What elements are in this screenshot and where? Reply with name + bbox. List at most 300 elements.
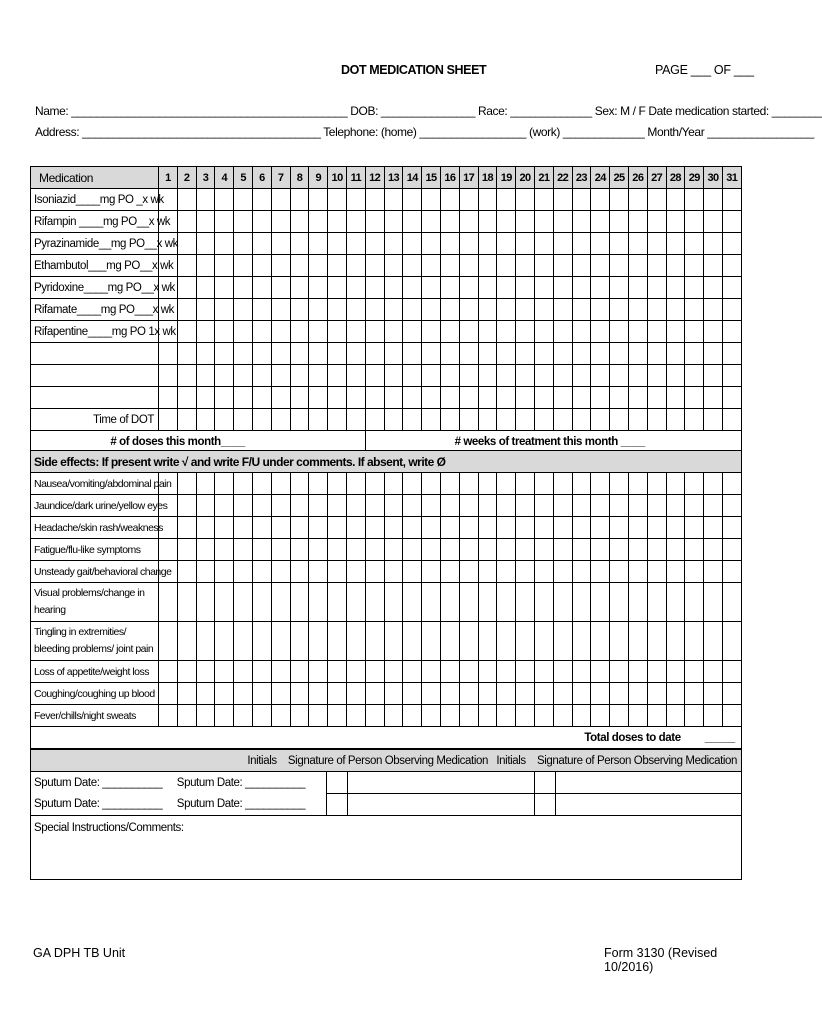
dose-cell[interactable] <box>704 321 723 343</box>
time-cell[interactable] <box>346 409 365 431</box>
dose-cell[interactable] <box>234 365 253 387</box>
side-effect-cell[interactable] <box>553 495 572 517</box>
dose-cell[interactable] <box>666 277 685 299</box>
dose-cell[interactable] <box>553 387 572 409</box>
side-effect-cell[interactable] <box>215 495 234 517</box>
side-effect-cell[interactable] <box>685 683 704 705</box>
dose-cell[interactable] <box>478 277 497 299</box>
dose-cell[interactable] <box>403 387 422 409</box>
side-effect-cell[interactable] <box>309 661 328 683</box>
dose-cell[interactable] <box>234 343 253 365</box>
side-effect-cell[interactable] <box>478 539 497 561</box>
side-effect-cell[interactable] <box>572 705 591 727</box>
dose-cell[interactable] <box>572 255 591 277</box>
dose-cell[interactable] <box>215 321 234 343</box>
side-effect-cell[interactable] <box>365 561 384 583</box>
dose-cell[interactable] <box>572 387 591 409</box>
side-effect-cell[interactable] <box>403 473 422 495</box>
dose-cell[interactable] <box>252 365 271 387</box>
dose-cell[interactable] <box>704 211 723 233</box>
side-effect-cell[interactable] <box>177 473 196 495</box>
side-effect-cell[interactable] <box>440 683 459 705</box>
dose-cell[interactable] <box>722 233 741 255</box>
dose-cell[interactable] <box>516 343 535 365</box>
side-effect-cell[interactable] <box>534 517 553 539</box>
side-effect-cell[interactable] <box>422 622 441 661</box>
dose-cell[interactable] <box>309 343 328 365</box>
side-effect-cell[interactable] <box>685 661 704 683</box>
dose-cell[interactable] <box>328 277 347 299</box>
signature-cell[interactable] <box>556 772 742 794</box>
dose-cell[interactable] <box>384 233 403 255</box>
dose-cell[interactable] <box>177 277 196 299</box>
signature-cell[interactable] <box>348 772 535 794</box>
side-effect-cell[interactable] <box>290 661 309 683</box>
dose-cell[interactable] <box>497 255 516 277</box>
dose-cell[interactable] <box>177 343 196 365</box>
dose-cell[interactable] <box>497 343 516 365</box>
time-cell[interactable] <box>403 409 422 431</box>
side-effect-cell[interactable] <box>309 705 328 727</box>
dose-cell[interactable] <box>309 365 328 387</box>
time-cell[interactable] <box>196 409 215 431</box>
dose-cell[interactable] <box>553 211 572 233</box>
side-effect-cell[interactable] <box>722 622 741 661</box>
side-effect-cell[interactable] <box>384 473 403 495</box>
dose-cell[interactable] <box>440 365 459 387</box>
side-effect-cell[interactable] <box>553 661 572 683</box>
time-cell[interactable] <box>365 409 384 431</box>
side-effect-cell[interactable] <box>704 561 723 583</box>
dose-cell[interactable] <box>647 387 666 409</box>
dose-cell[interactable] <box>704 343 723 365</box>
dose-cell[interactable] <box>628 321 647 343</box>
dose-cell[interactable] <box>252 233 271 255</box>
dose-cell[interactable] <box>553 255 572 277</box>
side-effect-cell[interactable] <box>215 561 234 583</box>
side-effect-cell[interactable] <box>591 561 610 583</box>
dose-cell[interactable] <box>722 343 741 365</box>
side-effect-cell[interactable] <box>459 473 478 495</box>
time-cell[interactable] <box>516 409 535 431</box>
side-effect-cell[interactable] <box>271 583 290 622</box>
patient-info-line-1[interactable]: Name: ____________________________________________ DOB: _______________ Race: _____________ Sex: M / F Date medication started: ________ <box>35 104 822 118</box>
time-cell[interactable] <box>159 409 178 431</box>
side-effect-cell[interactable] <box>177 661 196 683</box>
dose-cell[interactable] <box>290 189 309 211</box>
side-effect-cell[interactable] <box>478 495 497 517</box>
dose-cell[interactable] <box>346 211 365 233</box>
dose-cell[interactable] <box>534 255 553 277</box>
side-effect-cell[interactable] <box>553 517 572 539</box>
side-effect-cell[interactable] <box>647 622 666 661</box>
side-effect-cell[interactable] <box>422 583 441 622</box>
side-effect-cell[interactable] <box>328 495 347 517</box>
time-cell[interactable] <box>422 409 441 431</box>
dose-cell[interactable] <box>271 365 290 387</box>
dose-cell[interactable] <box>309 189 328 211</box>
side-effect-cell[interactable] <box>346 561 365 583</box>
dose-cell[interactable] <box>252 387 271 409</box>
dose-cell[interactable] <box>384 277 403 299</box>
dose-cell[interactable] <box>497 299 516 321</box>
dose-cell[interactable] <box>478 211 497 233</box>
side-effect-cell[interactable] <box>516 683 535 705</box>
side-effect-cell[interactable] <box>647 683 666 705</box>
side-effect-cell[interactable] <box>234 495 253 517</box>
dose-cell[interactable] <box>271 255 290 277</box>
dose-cell[interactable] <box>215 299 234 321</box>
side-effect-cell[interactable] <box>553 705 572 727</box>
dose-cell[interactable] <box>159 365 178 387</box>
dose-cell[interactable] <box>516 211 535 233</box>
weeks-of-treatment-field[interactable]: # weeks of treatment this month ____ <box>365 431 741 453</box>
side-effect-cell[interactable] <box>478 661 497 683</box>
side-effect-cell[interactable] <box>271 622 290 661</box>
side-effect-cell[interactable] <box>685 539 704 561</box>
time-cell[interactable] <box>478 409 497 431</box>
side-effect-cell[interactable] <box>252 539 271 561</box>
dose-cell[interactable] <box>610 321 629 343</box>
time-cell[interactable] <box>685 409 704 431</box>
side-effect-cell[interactable] <box>422 561 441 583</box>
side-effect-cell[interactable] <box>572 583 591 622</box>
initials-cell[interactable] <box>327 794 348 816</box>
dose-cell[interactable] <box>177 299 196 321</box>
side-effect-cell[interactable] <box>346 661 365 683</box>
dose-cell[interactable] <box>516 233 535 255</box>
side-effect-cell[interactable] <box>666 473 685 495</box>
dose-cell[interactable] <box>534 343 553 365</box>
side-effect-cell[interactable] <box>478 583 497 622</box>
side-effect-cell[interactable] <box>422 683 441 705</box>
dose-cell[interactable] <box>384 189 403 211</box>
dose-cell[interactable] <box>534 387 553 409</box>
side-effect-cell[interactable] <box>403 622 422 661</box>
dose-cell[interactable] <box>403 255 422 277</box>
dose-cell[interactable] <box>309 321 328 343</box>
side-effect-cell[interactable] <box>440 495 459 517</box>
dose-cell[interactable] <box>346 365 365 387</box>
dose-cell[interactable] <box>685 255 704 277</box>
side-effect-cell[interactable] <box>572 495 591 517</box>
dose-cell[interactable] <box>365 255 384 277</box>
dose-cell[interactable] <box>572 211 591 233</box>
dose-cell[interactable] <box>628 255 647 277</box>
dose-cell[interactable] <box>516 189 535 211</box>
dose-cell[interactable] <box>553 189 572 211</box>
side-effect-cell[interactable] <box>610 622 629 661</box>
side-effect-cell[interactable] <box>271 661 290 683</box>
side-effect-cell[interactable] <box>459 661 478 683</box>
dose-cell[interactable] <box>497 233 516 255</box>
side-effect-cell[interactable] <box>365 517 384 539</box>
side-effect-cell[interactable] <box>440 661 459 683</box>
side-effect-cell[interactable] <box>497 495 516 517</box>
side-effect-cell[interactable] <box>628 622 647 661</box>
dose-cell[interactable] <box>215 255 234 277</box>
side-effect-cell[interactable] <box>271 495 290 517</box>
sputum-date-field[interactable]: Sputum Date: __________ <box>176 798 306 811</box>
side-effect-cell[interactable] <box>440 622 459 661</box>
time-cell[interactable] <box>440 409 459 431</box>
dose-cell[interactable] <box>346 277 365 299</box>
dose-cell[interactable] <box>403 343 422 365</box>
side-effect-cell[interactable] <box>365 539 384 561</box>
dose-cell[interactable] <box>403 233 422 255</box>
side-effect-cell[interactable] <box>572 517 591 539</box>
side-effect-cell[interactable] <box>628 661 647 683</box>
dose-cell[interactable] <box>346 189 365 211</box>
side-effect-cell[interactable] <box>252 517 271 539</box>
side-effect-cell[interactable] <box>196 705 215 727</box>
side-effect-cell[interactable] <box>459 495 478 517</box>
side-effect-cell[interactable] <box>647 473 666 495</box>
side-effect-cell[interactable] <box>553 561 572 583</box>
dose-cell[interactable] <box>290 343 309 365</box>
side-effect-cell[interactable] <box>440 517 459 539</box>
dose-cell[interactable] <box>553 321 572 343</box>
dose-cell[interactable] <box>628 387 647 409</box>
dose-cell[interactable] <box>497 365 516 387</box>
dose-cell[interactable] <box>516 365 535 387</box>
side-effect-cell[interactable] <box>591 683 610 705</box>
dose-cell[interactable] <box>196 365 215 387</box>
dose-cell[interactable] <box>666 365 685 387</box>
side-effect-cell[interactable] <box>159 683 178 705</box>
dose-cell[interactable] <box>234 233 253 255</box>
sputum-date-field[interactable]: Sputum Date: __________ <box>176 776 306 789</box>
dose-cell[interactable] <box>365 299 384 321</box>
side-effect-cell[interactable] <box>572 661 591 683</box>
dose-cell[interactable] <box>365 387 384 409</box>
dose-cell[interactable] <box>290 233 309 255</box>
time-cell[interactable] <box>534 409 553 431</box>
dose-cell[interactable] <box>196 277 215 299</box>
side-effect-cell[interactable] <box>309 583 328 622</box>
dose-cell[interactable] <box>252 299 271 321</box>
dose-cell[interactable] <box>478 343 497 365</box>
side-effect-cell[interactable] <box>346 583 365 622</box>
dose-cell[interactable] <box>422 233 441 255</box>
side-effect-cell[interactable] <box>403 561 422 583</box>
side-effect-cell[interactable] <box>196 517 215 539</box>
dose-cell[interactable] <box>234 277 253 299</box>
side-effect-cell[interactable] <box>591 539 610 561</box>
side-effect-cell[interactable] <box>647 517 666 539</box>
side-effect-cell[interactable] <box>234 583 253 622</box>
dose-cell[interactable] <box>328 387 347 409</box>
dose-cell[interactable] <box>666 299 685 321</box>
dose-cell[interactable] <box>365 365 384 387</box>
side-effect-cell[interactable] <box>328 622 347 661</box>
side-effect-cell[interactable] <box>290 495 309 517</box>
side-effect-cell[interactable] <box>365 661 384 683</box>
dose-cell[interactable] <box>647 343 666 365</box>
dose-cell[interactable] <box>704 299 723 321</box>
side-effect-cell[interactable] <box>290 622 309 661</box>
side-effect-cell[interactable] <box>722 473 741 495</box>
dose-cell[interactable] <box>685 321 704 343</box>
dose-cell[interactable] <box>328 255 347 277</box>
side-effect-cell[interactable] <box>516 495 535 517</box>
side-effect-cell[interactable] <box>610 583 629 622</box>
side-effect-cell[interactable] <box>290 473 309 495</box>
dose-cell[interactable] <box>647 321 666 343</box>
dose-cell[interactable] <box>328 321 347 343</box>
dose-cell[interactable] <box>591 387 610 409</box>
dose-cell[interactable] <box>478 365 497 387</box>
side-effect-cell[interactable] <box>196 495 215 517</box>
side-effect-cell[interactable] <box>328 683 347 705</box>
dose-cell[interactable] <box>177 321 196 343</box>
dose-cell[interactable] <box>403 189 422 211</box>
side-effect-cell[interactable] <box>328 539 347 561</box>
dose-cell[interactable] <box>459 233 478 255</box>
dose-cell[interactable] <box>478 299 497 321</box>
side-effect-cell[interactable] <box>177 583 196 622</box>
dose-cell[interactable] <box>459 255 478 277</box>
dose-cell[interactable] <box>365 343 384 365</box>
dose-cell[interactable] <box>685 387 704 409</box>
side-effect-cell[interactable] <box>685 583 704 622</box>
dose-cell[interactable] <box>666 233 685 255</box>
side-effect-cell[interactable] <box>196 539 215 561</box>
dose-cell[interactable] <box>177 233 196 255</box>
side-effect-cell[interactable] <box>722 705 741 727</box>
dose-cell[interactable] <box>328 211 347 233</box>
dose-cell[interactable] <box>610 189 629 211</box>
dose-cell[interactable] <box>384 299 403 321</box>
side-effect-cell[interactable] <box>704 517 723 539</box>
side-effect-cell[interactable] <box>685 517 704 539</box>
side-effect-cell[interactable] <box>403 683 422 705</box>
side-effect-cell[interactable] <box>553 473 572 495</box>
side-effect-cell[interactable] <box>159 583 178 622</box>
side-effect-cell[interactable] <box>290 705 309 727</box>
sputum-date-field[interactable]: Sputum Date: __________ <box>34 776 163 789</box>
dose-cell[interactable] <box>722 277 741 299</box>
dose-cell[interactable] <box>534 299 553 321</box>
dose-cell[interactable] <box>497 189 516 211</box>
side-effect-cell[interactable] <box>290 539 309 561</box>
dose-cell[interactable] <box>628 277 647 299</box>
side-effect-cell[interactable] <box>459 517 478 539</box>
dose-cell[interactable] <box>628 299 647 321</box>
side-effect-cell[interactable] <box>478 705 497 727</box>
dose-cell[interactable] <box>290 255 309 277</box>
side-effect-cell[interactable] <box>177 561 196 583</box>
side-effect-cell[interactable] <box>159 539 178 561</box>
side-effect-cell[interactable] <box>346 539 365 561</box>
side-effect-cell[interactable] <box>722 683 741 705</box>
dose-cell[interactable] <box>328 189 347 211</box>
side-effect-cell[interactable] <box>572 622 591 661</box>
dose-cell[interactable] <box>196 299 215 321</box>
dose-cell[interactable] <box>252 189 271 211</box>
dose-cell[interactable] <box>328 233 347 255</box>
side-effect-cell[interactable] <box>497 473 516 495</box>
side-effect-cell[interactable] <box>422 539 441 561</box>
side-effect-cell[interactable] <box>459 561 478 583</box>
dose-cell[interactable] <box>328 365 347 387</box>
dose-cell[interactable] <box>271 189 290 211</box>
dose-cell[interactable] <box>610 233 629 255</box>
dose-cell[interactable] <box>628 189 647 211</box>
dose-cell[interactable] <box>685 189 704 211</box>
dose-cell[interactable] <box>196 343 215 365</box>
side-effect-cell[interactable] <box>346 517 365 539</box>
dose-cell[interactable] <box>440 233 459 255</box>
side-effect-cell[interactable] <box>647 583 666 622</box>
side-effect-cell[interactable] <box>516 561 535 583</box>
side-effect-cell[interactable] <box>666 561 685 583</box>
dose-cell[interactable] <box>610 255 629 277</box>
side-effect-cell[interactable] <box>572 683 591 705</box>
side-effect-cell[interactable] <box>647 495 666 517</box>
side-effect-cell[interactable] <box>234 705 253 727</box>
side-effect-cell[interactable] <box>234 561 253 583</box>
dose-cell[interactable] <box>722 321 741 343</box>
dose-cell[interactable] <box>704 277 723 299</box>
dose-cell[interactable] <box>591 277 610 299</box>
dose-cell[interactable] <box>722 255 741 277</box>
page-of-field[interactable]: PAGE ___ OF ___ <box>655 63 754 77</box>
dose-cell[interactable] <box>591 255 610 277</box>
side-effect-cell[interactable] <box>591 705 610 727</box>
total-doses-row[interactable] <box>31 727 742 749</box>
side-effect-cell[interactable] <box>177 705 196 727</box>
dose-cell[interactable] <box>666 189 685 211</box>
dose-cell[interactable] <box>365 233 384 255</box>
side-effect-cell[interactable] <box>628 705 647 727</box>
dose-cell[interactable] <box>647 211 666 233</box>
dose-cell[interactable] <box>572 299 591 321</box>
side-effect-cell[interactable] <box>704 683 723 705</box>
dose-cell[interactable] <box>610 211 629 233</box>
side-effect-cell[interactable] <box>497 561 516 583</box>
dose-cell[interactable] <box>722 189 741 211</box>
side-effect-cell[interactable] <box>403 705 422 727</box>
time-cell[interactable] <box>252 409 271 431</box>
dose-cell[interactable] <box>572 277 591 299</box>
doses-this-month-field[interactable]: # of doses this month____ <box>31 431 366 453</box>
side-effect-cell[interactable] <box>271 705 290 727</box>
side-effect-cell[interactable] <box>309 517 328 539</box>
side-effect-cell[interactable] <box>572 561 591 583</box>
dose-cell[interactable] <box>365 211 384 233</box>
side-effect-cell[interactable] <box>722 561 741 583</box>
side-effect-cell[interactable] <box>271 517 290 539</box>
side-effect-cell[interactable] <box>516 622 535 661</box>
dose-cell[interactable] <box>271 233 290 255</box>
time-cell[interactable] <box>610 409 629 431</box>
dose-cell[interactable] <box>422 277 441 299</box>
dose-cell[interactable] <box>440 299 459 321</box>
dose-cell[interactable] <box>422 321 441 343</box>
dose-cell[interactable] <box>647 255 666 277</box>
dose-cell[interactable] <box>497 387 516 409</box>
side-effect-cell[interactable] <box>685 473 704 495</box>
side-effect-cell[interactable] <box>666 661 685 683</box>
side-effect-cell[interactable] <box>309 495 328 517</box>
side-effect-cell[interactable] <box>685 495 704 517</box>
side-effect-cell[interactable] <box>252 661 271 683</box>
dose-cell[interactable] <box>346 299 365 321</box>
dose-cell[interactable] <box>290 387 309 409</box>
side-effect-cell[interactable] <box>328 473 347 495</box>
dose-cell[interactable] <box>196 211 215 233</box>
